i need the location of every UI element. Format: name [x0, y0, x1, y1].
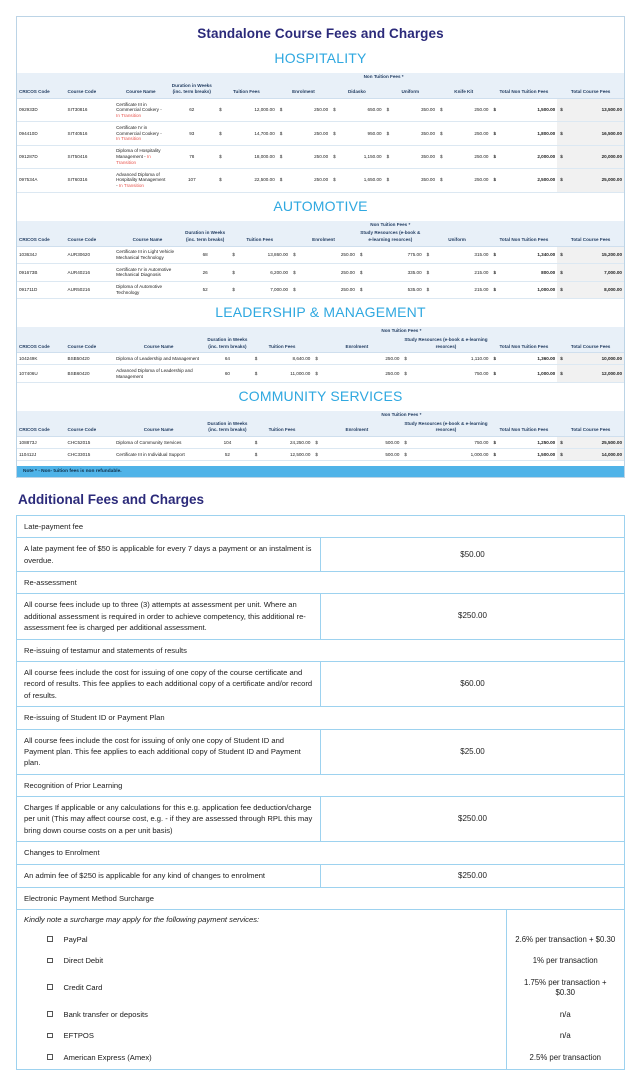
cell-study: $ 750.00	[401, 365, 490, 383]
cell-total-course: $ 7,000.00	[557, 264, 624, 282]
course-fees-table	[17, 221, 624, 300]
cell-course-code: SIT60316	[66, 169, 115, 192]
cell-enrolment: $ 250.00	[277, 145, 330, 168]
cell-total-non-tuition: $ 1,360.00	[490, 353, 557, 365]
th-cricos: CRICOS Code	[17, 229, 66, 246]
cell-enrolment: $ 250.00	[277, 98, 330, 121]
cell-didasko: $ 1,150.00	[330, 145, 383, 168]
cell-cricos: 104249K	[17, 353, 66, 365]
table-row	[17, 353, 624, 365]
cell-duration: 60	[203, 365, 252, 383]
cell-total-course: $ 16,500.00	[557, 122, 624, 145]
cell-duration: 78	[168, 145, 217, 168]
course-fees-table	[17, 411, 624, 461]
cell-uniform: $ 315.00	[424, 246, 491, 264]
fee-category-label: Changes to Enrolment	[17, 842, 625, 864]
cell-total-non-tuition: $ 1,800.00	[490, 122, 557, 145]
cell-duration: 52	[203, 448, 252, 460]
cell-total-non-tuition: $ 1,340.00	[490, 246, 557, 264]
payment-method-name: EFTPOS	[17, 1026, 506, 1048]
th-total-course: Total Course Fees	[557, 229, 624, 246]
fee-detail-row	[17, 594, 625, 639]
course-fees-table	[17, 327, 624, 383]
payment-method-fee: 2.6% per transaction + $0.30	[506, 929, 624, 951]
non-tuition-group-header: Non Tuition Fees *	[312, 327, 490, 336]
checkbox-icon[interactable]	[47, 1011, 53, 1017]
cell-total-course: $ 10,000.00	[557, 353, 624, 365]
payment-method-fee: n/a	[506, 1026, 624, 1048]
payment-methods-table	[17, 929, 624, 1069]
cell-cricos: 103634J	[17, 246, 66, 264]
cell-duration: 68	[181, 246, 230, 264]
fee-category-label: Late-payment fee	[17, 515, 625, 537]
cell-cricos: 094410D	[17, 122, 66, 145]
payment-method-row	[17, 951, 624, 973]
table-row	[17, 281, 624, 299]
th-enrolment: Enrolment	[290, 229, 357, 246]
payment-method-fee: 1.75% per transaction + $0.30	[506, 972, 624, 1004]
th-course-code: Course Code	[66, 420, 115, 437]
cell-study: $ 335.00	[357, 264, 424, 282]
section-heading: COMMUNITY SERVICES	[238, 388, 403, 405]
th-course-code: Course Code	[66, 82, 115, 99]
cell-knife: $ 250.00	[437, 98, 490, 121]
checkbox-icon[interactable]	[47, 958, 53, 964]
cell-duration: 62	[168, 98, 217, 121]
cell-tuition: $ 12,500.00	[252, 448, 313, 460]
cell-total-course: $ 25,000.00	[557, 169, 624, 192]
cell-course-code: CHC52015	[66, 436, 115, 448]
table-row	[17, 169, 624, 192]
surcharge-lead-row	[17, 910, 624, 929]
cell-enrolment: $ 250.00	[312, 365, 401, 383]
th-uniform: Uniform	[384, 82, 437, 99]
table-row	[17, 98, 624, 121]
cell-uniform: $ 350.00	[384, 145, 437, 168]
cell-uniform: $ 215.00	[424, 264, 491, 282]
cell-course-code: BSB60420	[66, 365, 115, 383]
fee-description: All course fees include the cost for issuing of one copy of the course certificate and record of results. This fee applies to each additional copy of a certificate and/or record of results.	[17, 661, 321, 706]
section-heading: HOSPITALITY	[274, 50, 367, 66]
table-row	[17, 122, 624, 145]
cell-course-name: Diploma of Automotive Technology	[114, 281, 181, 299]
surcharge-blank-cell	[506, 910, 624, 929]
cell-didasko: $ 950.00	[330, 122, 383, 145]
course-fees-table	[17, 73, 624, 193]
fee-detail-row	[17, 538, 625, 572]
th-duration: Duration in Weeks (inc. term breaks)	[181, 229, 230, 246]
cell-enrolment: $ 250.00	[290, 264, 357, 282]
checkbox-icon[interactable]	[47, 1033, 53, 1039]
fee-detail-row	[17, 864, 625, 887]
cell-tuition: $ 6,200.00	[229, 264, 290, 282]
cell-course-name: Diploma of Community Services	[114, 436, 203, 448]
non-tuition-group-header: Non Tuition Fees *	[312, 411, 490, 420]
cell-course-name: Certificate IV in Commercial Cookery - In Transition	[114, 122, 167, 145]
cell-total-course: $ 13,500.00	[557, 98, 624, 121]
th-total-course: Total Course Fees	[557, 420, 624, 437]
course-section-hospitality	[17, 45, 624, 193]
fee-category-label: Recognition of Prior Learning	[17, 774, 625, 796]
payment-method-row	[17, 929, 624, 951]
cell-course-name: Certificate IV in Automotive Mechanical Diagnosis	[114, 264, 181, 282]
th-total-non-tuition: Total Non Tuition Fees	[490, 420, 557, 437]
th-total-non-tuition: Total Non Tuition Fees	[490, 82, 557, 99]
cell-total-non-tuition: $ 1,500.00	[490, 98, 557, 121]
th-tuition: Tuition Fees	[252, 336, 313, 353]
th-enrolment: Enrolment	[312, 336, 401, 353]
table-row	[17, 365, 624, 383]
cell-tuition: $ 24,250.00	[252, 436, 313, 448]
th-course-name: Course Name	[114, 229, 181, 246]
fee-amount: $250.00	[321, 594, 625, 639]
cell-cricos: 108873J	[17, 436, 66, 448]
th-study: Study Resources (e-book & e-learning resorces)	[401, 336, 490, 353]
payment-method-row	[17, 1047, 624, 1069]
th-tuition: Tuition Fees	[252, 420, 313, 437]
cell-study: $ 1,000.00	[401, 448, 490, 460]
fee-detail-row	[17, 797, 625, 842]
th-cricos: CRICOS Code	[17, 420, 66, 437]
section-heading: AUTOMOTIVE	[273, 197, 368, 214]
cell-total-non-tuition: $ 2,500.00	[490, 169, 557, 192]
th-total-course: Total Course Fees	[557, 82, 624, 99]
additional-fees-title: Additional Fees and Charges	[18, 491, 205, 507]
th-duration: Duration in Weeks (inc. term breaks)	[203, 336, 252, 353]
cell-course-code: SIT50416	[66, 145, 115, 168]
non-refundable-note: Note * - Non- tuition fees is non refundable.	[17, 466, 624, 477]
th-duration: Duration in Weeks (inc. term breaks)	[203, 420, 252, 437]
in-transition-tag: In Transition	[116, 113, 142, 119]
cell-tuition: $ 12,000.00	[216, 98, 277, 121]
cell-total-non-tuition: $ 1,250.00	[490, 436, 557, 448]
cell-course-code: AUR50216	[66, 281, 115, 299]
cell-cricos: 107406U	[17, 365, 66, 383]
fee-category-row	[17, 707, 625, 729]
th-enrolment: Enrolment	[312, 420, 401, 437]
cell-uniform: $ 350.00	[384, 169, 437, 192]
cell-total-non-tuition: $ 2,000.00	[490, 145, 557, 168]
fee-amount: $25.00	[321, 729, 625, 774]
cell-duration: 26	[181, 264, 230, 282]
th-duration: Duration in Weeks (inc. term breaks)	[168, 82, 217, 99]
th-study: Study Resources (e-book & e-learning resorces)	[357, 229, 424, 246]
cell-course-name: Certificate III in Light Vehicle Mechanical Technology	[114, 246, 181, 264]
cell-enrolment: $ 500.00	[312, 448, 401, 460]
fee-description: An admin fee of $250 is applicable for any kind of changes to enrolment	[17, 864, 321, 887]
cell-tuition: $ 8,640.00	[252, 353, 313, 365]
cell-duration: 52	[181, 281, 230, 299]
cell-duration: 64	[203, 353, 252, 365]
cell-knife: $ 250.00	[437, 169, 490, 192]
cell-course-name: Diploma of Leadership and Management	[114, 353, 203, 365]
standalone-course-fees-panel	[16, 16, 625, 478]
th-cricos: CRICOS Code	[17, 82, 66, 99]
cell-enrolment: $ 250.00	[290, 246, 357, 264]
in-transition-tag: In Transition	[116, 136, 142, 142]
cell-study: $ 1,110.00	[401, 353, 490, 365]
cell-enrolment: $ 250.00	[290, 281, 357, 299]
cell-duration: 107	[168, 169, 217, 192]
payment-method-fee: n/a	[506, 1004, 624, 1026]
course-section-automotive	[17, 193, 624, 300]
additional-fees-table	[16, 515, 625, 910]
cell-uniform: $ 350.00	[384, 122, 437, 145]
cell-total-non-tuition: $ 1,000.00	[490, 365, 557, 383]
th-total-course: Total Course Fees	[557, 336, 624, 353]
table-row	[17, 436, 624, 448]
th-cricos: CRICOS Code	[17, 336, 66, 353]
payment-method-fee: 1% per transaction	[506, 951, 624, 973]
cell-course-code: AUR40216	[66, 264, 115, 282]
th-course-name: Course Name	[114, 82, 167, 99]
fee-category-row	[17, 572, 625, 594]
cell-enrolment: $ 250.00	[277, 169, 330, 192]
checkbox-icon[interactable]	[47, 984, 53, 990]
cell-tuition: $ 13,860.00	[229, 246, 290, 264]
course-sections	[17, 45, 624, 461]
fee-description: All course fees include the cost for issuing of only one copy of Student ID and Payment plan. This fee applies to each additional copy of Student ID and Payment plan.	[17, 729, 321, 774]
th-course-code: Course Code	[66, 336, 115, 353]
checkbox-icon[interactable]	[47, 1054, 53, 1060]
payment-method-name: Bank transfer or deposits	[17, 1004, 506, 1026]
th-enrolment: Enrolment	[277, 82, 330, 99]
fee-category-row	[17, 842, 625, 864]
cell-tuition: $ 11,000.00	[252, 365, 313, 383]
table-row	[17, 246, 624, 264]
cell-cricos: 110412J	[17, 448, 66, 460]
table-row	[17, 145, 624, 168]
cell-cricos: 092933D	[17, 98, 66, 121]
cell-total-non-tuition: $ 1,000.00	[490, 281, 557, 299]
payment-method-name: Direct Debit	[17, 951, 506, 973]
th-total-non-tuition: Total Non Tuition Fees	[490, 336, 557, 353]
fee-category-label: Re-issuing of testamur and statements of results	[17, 639, 625, 661]
cell-course-code: AUR30620	[66, 246, 115, 264]
cell-total-course: $ 8,000.00	[557, 281, 624, 299]
fee-category-row	[17, 774, 625, 796]
cell-cricos: 091711D	[17, 281, 66, 299]
surcharge-lead-text: Kindly note a surcharge may apply for the following payment services:	[24, 915, 260, 925]
cell-cricos: 091673B	[17, 264, 66, 282]
fee-description: A late payment fee of $50 is applicable for every 7 days a payment or an instalment is overdue.	[17, 538, 321, 572]
cell-total-non-tuition: $ 1,500.00	[490, 448, 557, 460]
cell-course-code: CHC33015	[66, 448, 115, 460]
cell-course-code: BSB50420	[66, 353, 115, 365]
cell-cricos: 097534A	[17, 169, 66, 192]
table-row	[17, 264, 624, 282]
cell-tuition: $ 7,000.00	[229, 281, 290, 299]
cell-course-code: SIT40516	[66, 122, 115, 145]
cell-tuition: $ 14,700.00	[216, 122, 277, 145]
cell-duration: 93	[168, 122, 217, 145]
cell-course-name: Advanced Diploma of Leadership and Management	[114, 365, 203, 383]
payment-method-name: American Express (Amex)	[17, 1047, 506, 1069]
cell-didasko: $ 650.00	[330, 98, 383, 121]
fee-amount: $250.00	[321, 864, 625, 887]
document-page	[0, 16, 641, 1070]
cell-study: $ 750.00	[401, 436, 490, 448]
course-section-leadership-management	[17, 299, 624, 383]
fee-amount: $60.00	[321, 661, 625, 706]
cell-total-non-tuition: $ 800.00	[490, 264, 557, 282]
th-course-code: Course Code	[66, 229, 115, 246]
table-row	[17, 448, 624, 460]
th-uniform: Uniform	[424, 229, 491, 246]
fee-description: All course fees include up to three (3) attempts at assessment per unit. Where an additional assessment is required in order to achieve competency, this additional re-assessment fee is charged per additional assessment.	[17, 594, 321, 639]
th-study: Study Resources (e-book & e-learning resorces)	[401, 420, 490, 437]
th-tuition: Tuition Fees	[229, 229, 290, 246]
fee-category-label: Electronic Payment Method Surcharge	[17, 887, 625, 909]
checkbox-icon[interactable]	[47, 936, 53, 942]
payment-method-row	[17, 972, 624, 1004]
cell-uniform: $ 215.00	[424, 281, 491, 299]
fee-category-label: Re-assessment	[17, 572, 625, 594]
payment-method-name: Credit Card	[17, 972, 506, 1004]
cell-knife: $ 250.00	[437, 145, 490, 168]
non-tuition-group-header: Non Tuition Fees *	[290, 221, 490, 230]
fee-amount: $50.00	[321, 538, 625, 572]
cell-uniform: $ 350.00	[384, 98, 437, 121]
fee-detail-row	[17, 661, 625, 706]
fee-amount: $250.00	[321, 797, 625, 842]
payment-method-row	[17, 1004, 624, 1026]
cell-course-name: Certificate III in Individual Support	[114, 448, 203, 460]
cell-tuition: $ 18,000.00	[216, 145, 277, 168]
th-course-name: Course Name	[114, 336, 203, 353]
cell-course-name: Advanced Diploma of Hospitality Management - In Transition	[114, 169, 167, 192]
cell-course-name: Diploma of Hospitality Management - In Transition	[114, 145, 167, 168]
th-knife: Knife Kit	[437, 82, 490, 99]
th-course-name: Course Name	[114, 420, 203, 437]
cell-total-course: $ 14,000.00	[557, 448, 624, 460]
cell-total-course: $ 20,000.00	[557, 145, 624, 168]
cell-course-name: Certificate III in Commercial Cookery - In Transition	[114, 98, 167, 121]
payment-method-fee: 2.5% per transaction	[506, 1047, 624, 1069]
cell-enrolment: $ 250.00	[277, 122, 330, 145]
cell-enrolment: $ 250.00	[312, 353, 401, 365]
cell-total-course: $ 15,200.00	[557, 246, 624, 264]
th-total-non-tuition: Total Non Tuition Fees	[490, 229, 557, 246]
page-title: Standalone Course Fees and Charges	[197, 26, 444, 41]
payment-method-name: PayPal	[17, 929, 506, 951]
fee-category-row	[17, 515, 625, 537]
course-section-community-services	[17, 383, 624, 461]
payment-method-row	[17, 1026, 624, 1048]
non-tuition-group-header: Non Tuition Fees *	[277, 73, 491, 82]
fee-description: Charges If applicable or any calculations for this e.g. application fee deduction/charge per unit (This may affect course cost, e.g. - if they are assessed through RPL this may bring down course costs on a per unit basis)	[17, 797, 321, 842]
cell-didasko: $ 1,650.00	[330, 169, 383, 192]
in-transition-tag: In Transition	[116, 154, 151, 165]
section-heading: LEADERSHIP & MANAGEMENT	[215, 304, 426, 321]
fee-category-row	[17, 639, 625, 661]
cell-study: $ 775.00	[357, 246, 424, 264]
surcharge-box	[16, 910, 625, 1070]
cell-tuition: $ 22,500.00	[216, 169, 277, 192]
th-didasko: Didasko	[330, 82, 383, 99]
cell-total-course: $ 12,000.00	[557, 365, 624, 383]
cell-course-code: SIT30816	[66, 98, 115, 121]
cell-study: $ 535.00	[357, 281, 424, 299]
cell-enrolment: $ 500.00	[312, 436, 401, 448]
in-transition-tag: In Transition	[118, 183, 144, 189]
cell-total-course: $ 25,500.00	[557, 436, 624, 448]
cell-cricos: 091287D	[17, 145, 66, 168]
fee-category-label: Re-issuing of Student ID or Payment Plan	[17, 707, 625, 729]
cell-knife: $ 250.00	[437, 122, 490, 145]
fee-category-row	[17, 887, 625, 909]
fee-detail-row	[17, 729, 625, 774]
th-tuition: Tuition Fees	[216, 82, 277, 99]
cell-duration: 104	[203, 436, 252, 448]
